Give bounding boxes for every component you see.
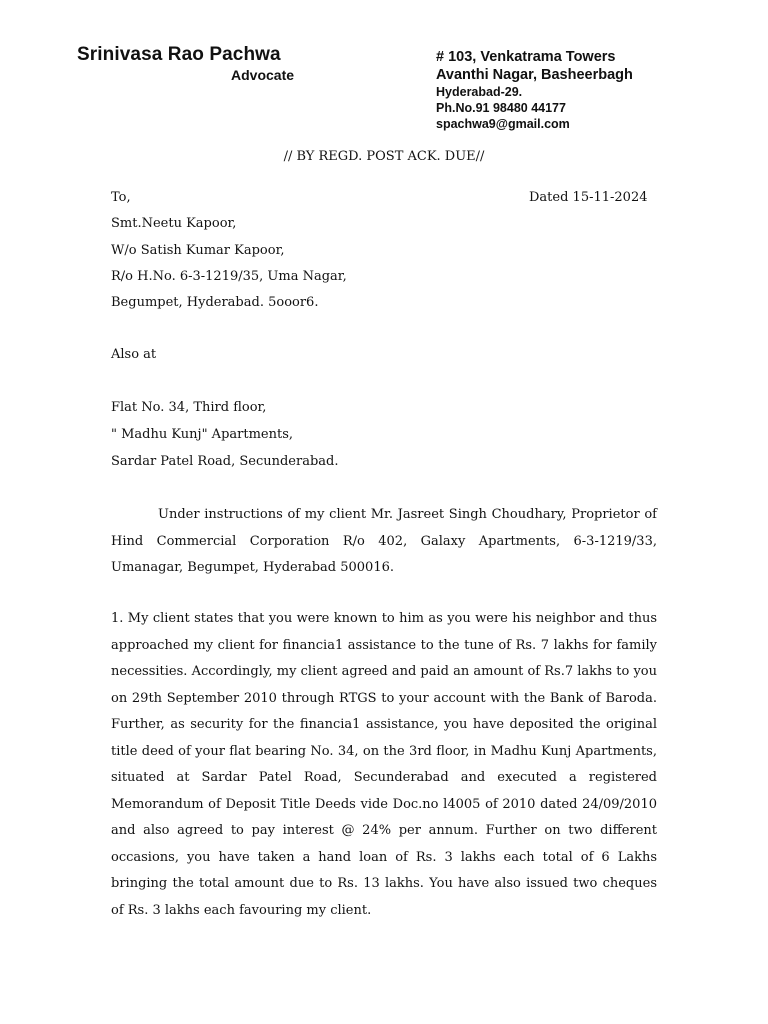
intro-paragraph — [111, 502, 657, 582]
alt-address-line: Sardar Patel Road, Secunderabad. — [111, 454, 339, 469]
recipient-line: W/o Satish Kumar Kapoor, — [111, 243, 285, 258]
letterhead-address — [436, 48, 633, 132]
intro-text: Under instructions of my client Mr. Jasreet Singh Choudhary, Proprietor of Hind Commercial Corporation R/o 402, Galaxy Apartments, 6-3-1219/33, Umanagar, Begumpet, Hyderabad 500016. — [111, 507, 657, 575]
address-line-2: Avanthi Nagar, Basheerbagh — [436, 67, 633, 83]
address-line-1: # 103, Venkatrama Towers — [436, 49, 616, 65]
also-at-label: Also at — [111, 347, 157, 362]
clause-1-text: 1. My client states that you were known to him as you were his neighbor and thus approached my client for financia1 assistance to the tune of Rs. 7 lakhs for family necessities. Accordingly, my client agreed and paid an amount of Rs.7 lakhs to you on 29th September 2010 through RTGS to your account with the Bank of Baroda. Further, as security for the financia1 assistance, you have deposited the original title deed of your flat bearing No. 34, on the 3rd floor, in Madhu Kunj Apartments, situated at Sardar Patel Road, Secunderabad and executed a registered Memorandum of Deposit Title Deeds vide Doc.no l4005 of 2010 dated 24/09/2010 and also agreed to pay interest @ 24% per annum. Further on two different occasions, you have taken a hand loan of Rs. 3 lakhs each total of 6 Lakhs bringing the total amount due to Rs. 13 lakhs. You have also issued two cheques of Rs. 3 lakhs each favouring my client. — [111, 611, 657, 918]
advocate-title: Advocate — [231, 67, 295, 83]
letter-date: Dated 15-11-2024 — [529, 190, 648, 205]
recipient-line: R/o H.No. 6-3-1219/35, Uma Nagar, — [111, 269, 347, 284]
phone-number: Ph.No.91 98480 44177 — [436, 101, 566, 115]
post-mode-heading: // BY REGD. POST ACK. DUE// — [283, 149, 485, 164]
email-address: spachwa9@gmail.com — [436, 117, 570, 131]
alt-address-line: " Madhu Kunj" Apartments, — [111, 427, 294, 442]
advocate-name: Srinivasa Rao Pachwa — [77, 44, 281, 65]
address-line-3: Hyderabad-29. — [436, 85, 523, 99]
clause-1-paragraph — [111, 606, 657, 924]
alt-address-line: Flat No. 34, Third floor, — [111, 400, 267, 415]
to-label: To, — [111, 190, 131, 205]
recipient-line: Begumpet, Hyderabad. 5ooor6. — [111, 295, 319, 310]
recipient-line: Smt.Neetu Kapoor, — [111, 216, 237, 231]
